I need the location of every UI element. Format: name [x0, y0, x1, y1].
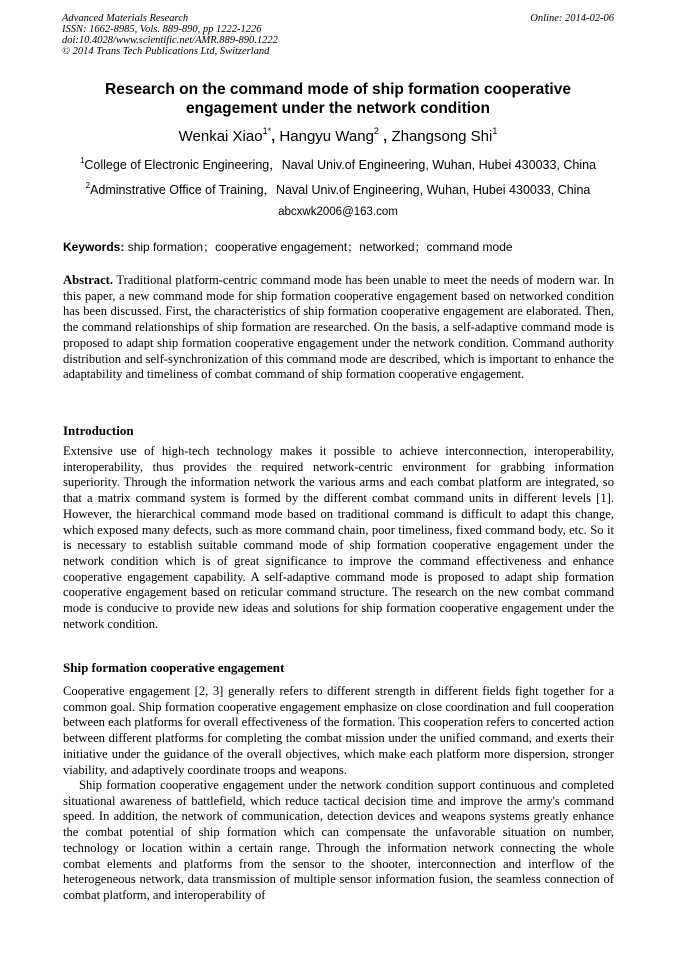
- author-name: Zhangsong Shi: [391, 128, 493, 145]
- affiliation-mark: 1: [79, 156, 85, 165]
- author-separator: ,: [271, 128, 276, 145]
- affiliation-text: Adminstrative Office of Training，Naval Univ.of Engineering, Wuhan, Hubei 430033, China: [90, 183, 591, 197]
- keywords-label: Keywords:: [63, 240, 125, 254]
- journal-issn: ISSN: 1662-8985, Vols. 889-890, pp 1222-1226: [62, 24, 262, 35]
- journal-name: Advanced Materials Research: [62, 13, 189, 24]
- keywords: [63, 240, 615, 255]
- author-affiliation-mark: 1*: [262, 126, 272, 136]
- journal-copyright: © 2014 Trans Tech Publications Ltd, Switzerland: [62, 46, 270, 57]
- abstract-text: Traditional platform-centric command mode has been unable to meet the needs of modern war. In this paper, a new command mode for ship formation cooperative engagement based on networked condition has been discussed. First, the characteristics of ship formation cooperative engagement are elaborated. Then, the command relationships of ship formation are researched. On the basis, a self-adaptive command mode is proposed to adapt ship formation cooperative engagement under the network condition. Command authority distribution and self-synchronization of this command mode are described, which is important to enhance the adaptability and timeliness of combat command of ship formation cooperative engagement.: [63, 273, 614, 382]
- author-list: [62, 128, 614, 146]
- author-affiliation-mark: 1: [492, 126, 498, 136]
- keywords-text: ship formation；cooperative engagement；networked；command mode: [127, 240, 513, 254]
- section-heading-introduction: Introduction: [63, 423, 134, 438]
- affiliation: [62, 183, 614, 198]
- journal-header: [62, 13, 442, 57]
- ship-formation-paragraph-1: Cooperative engagement [2, 3] generally refers to different strength in different fields fight together for a common goal. Ship formation cooperative engagement emphasize on close coordination and full cooperation between each platforms for overall effectiveness of the formation. This cooperation refers to concerted action between different platforms for completing the combat mission under the unified command, and exerts their initiative under the guidance of the overall objectives, which make each platform more dispersion, stronger viability, and adaptively coordinate troops and weapons.: [63, 684, 614, 777]
- author-affiliation-mark: 2: [373, 126, 379, 136]
- online-date: Online: 2014-02-06: [530, 13, 614, 24]
- journal-doi: doi:10.4028/www.scientific.net/AMR.889-890.1222: [62, 35, 278, 46]
- paper-title: Research on the command mode of ship formation cooperative engagement under the network condition: [105, 81, 571, 117]
- author-email: abcxwk2006@163.com: [278, 206, 398, 218]
- affiliation-text: College of Electronic Engineering，Naval Univ.of Engineering, Wuhan, Hubei 430033, China: [84, 158, 597, 172]
- author-separator: ,: [383, 128, 388, 145]
- affiliation-mark: 2: [85, 181, 91, 190]
- ship-formation-paragraph-2: Ship formation cooperative engagement under the network condition support continuous and completed situational awareness of battlefield, which reduce tactical decision time and improve the army's command speed. In addition, the network of communication, detection devices and weapons systems greatly enhance the combat potential of ship formation which can compensate the unfavorable situation on number, technology or location within a certain range. Through the information network connecting the whole combat elements and platforms from the sensor to the shooter, interconnection and interflow of the heterogeneous network, data transmission of multiple sensor information fusion, the seamless connection of combat platform, and interoperability of: [63, 778, 614, 902]
- author-name: Wenkai Xiao: [178, 128, 263, 145]
- affiliation: [62, 158, 614, 173]
- abstract-label: Abstract.: [63, 273, 114, 287]
- introduction-paragraph: Extensive use of high-tech technology makes it possible to achieve interconnection, interoperability, interoperability, thus provides the required network-centric environment for grabbing information superiority. Through the information network the various arms and each combat platform are integrated, so that a matrix command system is formed by the different combat command units in different levels [1]. However, the hierarchical command mode based on traditional command is difficult to adapt this change, which exposed many defects, such as more command chain, poor timeliness, fixed command body, etc. So it is necessary to establish suitable command mode of ship formation cooperative engagement under the network condition which is of great significance to improve the command effectiveness and enhance cooperative engagement capability. A self-adaptive command mode is proposed to adapt ship formation cooperative engagement based on reticular command structure. The research on the new combat command mode is conducive to provide new ideas and solutions for ship formation cooperative engagement under the network condition.: [63, 444, 614, 631]
- abstract: [63, 273, 614, 383]
- author-name: Hangyu Wang: [279, 128, 374, 145]
- section-heading-ship-formation: Ship formation cooperative engagement: [63, 660, 285, 675]
